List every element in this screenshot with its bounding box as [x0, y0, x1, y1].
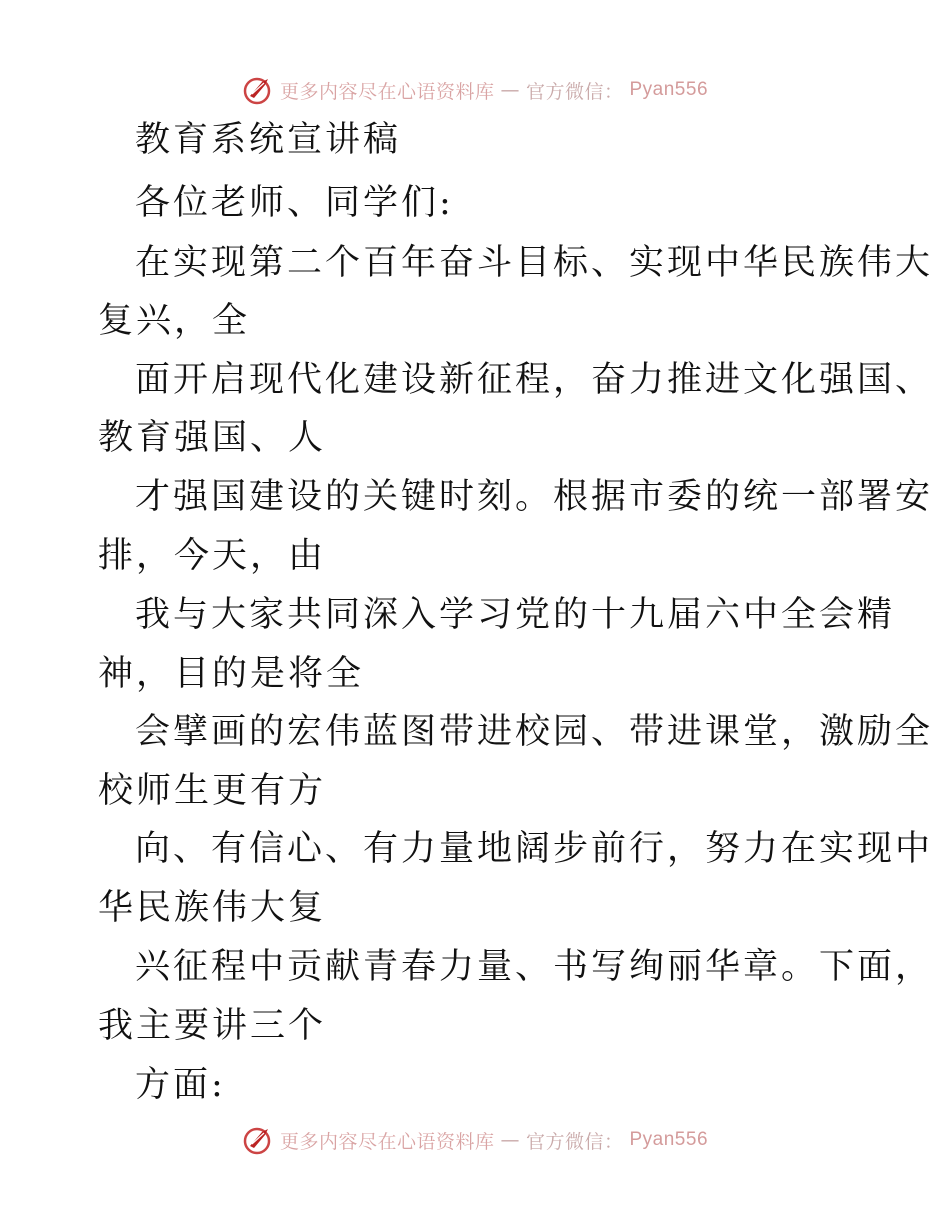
watermark-wechat-id: Pyan556: [629, 1129, 709, 1150]
paragraph-line: 我主要讲三个: [98, 1006, 327, 1046]
paragraph-line: 才强国建设的关键时刻。根据市委的统一部署安: [135, 477, 934, 517]
watermark-header: [0, 70, 950, 110]
paragraph-line: 复兴，全: [98, 301, 251, 341]
paragraph-line: 教育强国、人: [98, 418, 327, 458]
paragraph-line: 各位老师、同学们:: [135, 183, 454, 223]
paragraph-line: 排，今天，由: [98, 536, 327, 576]
watermark-sub-text: 官方微信：: [525, 80, 624, 103]
paragraph-line: 兴征程中贡献青春力量、书写绚丽华章。下面，: [135, 947, 934, 987]
paragraph-line: 在实现第二个百年奋斗目标、实现中华民族伟大: [135, 243, 934, 283]
watermark-main-text: 更多内容尽在心语资料库: [279, 80, 495, 103]
watermark-wechat-id: Pyan556: [629, 79, 709, 100]
paragraph-line: 会擘画的宏伟蓝图带进校园、带进课堂，激励全: [135, 712, 934, 752]
watermark-dash: —: [500, 1129, 520, 1151]
paragraph-line: 神，目的是将全: [98, 654, 365, 694]
watermark-main-text: 更多内容尽在心语资料库: [279, 1130, 495, 1153]
quill-logo-icon: [242, 1124, 274, 1156]
paragraph-line: 方面:: [135, 1065, 226, 1105]
watermark-footer: [0, 1120, 950, 1160]
watermark-sub-text: 官方微信：: [525, 1130, 624, 1153]
paragraph-line: 校师生更有方: [98, 771, 327, 811]
paragraph-line: 向、有信心、有力量地阔步前行，努力在实现中: [135, 829, 934, 869]
paragraph-line: 华民族伟大复: [98, 888, 327, 928]
paragraph-line: 面开启现代化建设新征程，奋力推进文化强国、: [135, 360, 934, 400]
paragraph-line: 我与大家共同深入学习党的十九届六中全会精: [135, 595, 896, 635]
document-title: 教育系统宣讲稿: [135, 120, 402, 160]
watermark-dash: —: [500, 79, 520, 101]
quill-logo-icon: [242, 74, 274, 106]
